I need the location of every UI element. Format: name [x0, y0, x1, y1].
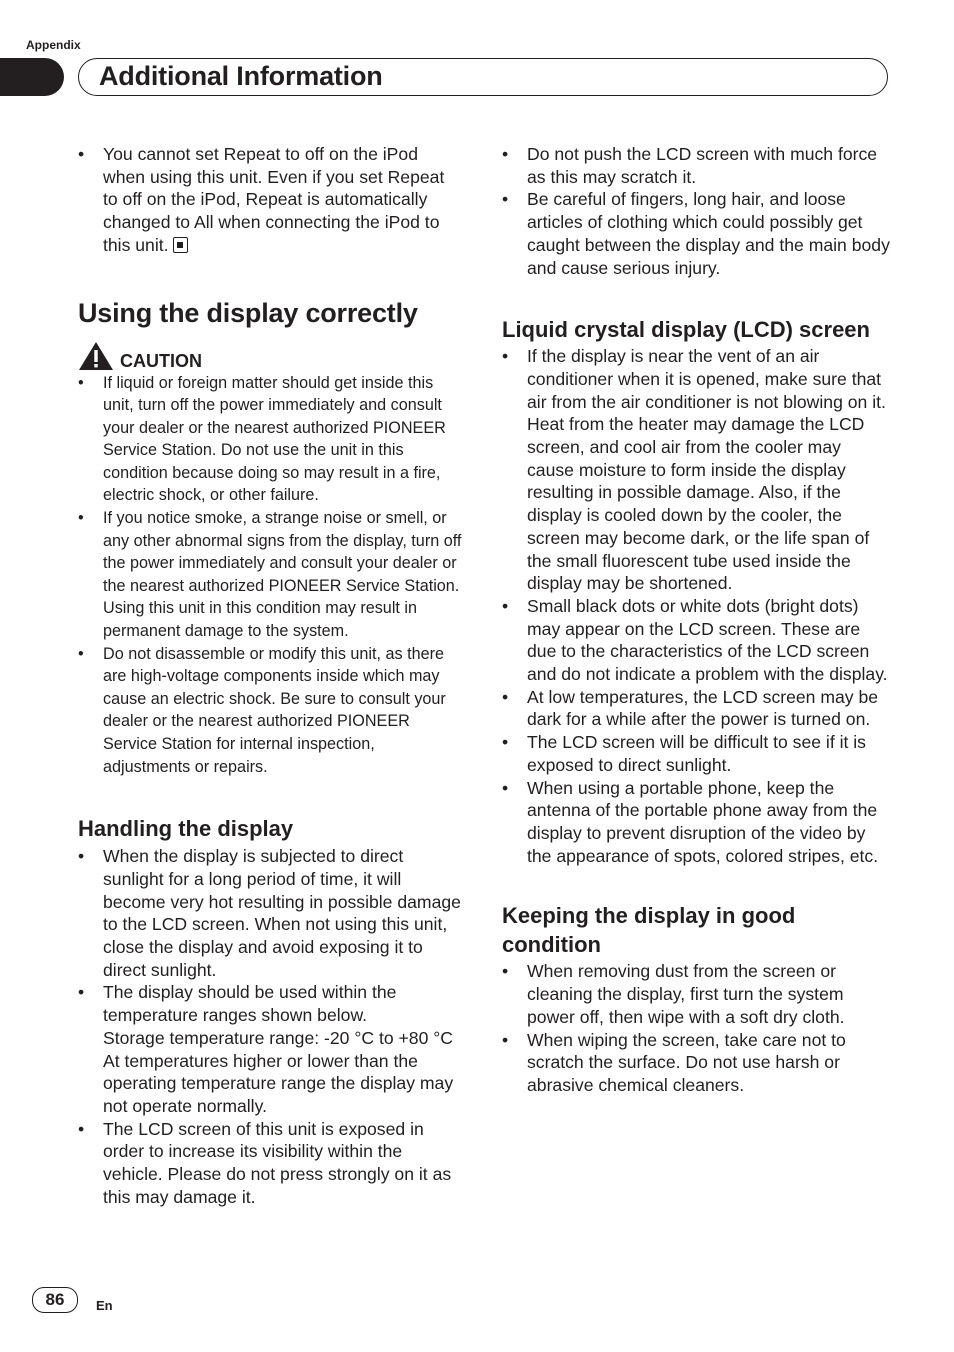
end-of-section-icon [173, 237, 188, 253]
list-item: • If the display is near the vent of an air conditioner when it is opened, make sure that air from the air conditioner is not blowing on it. Heat from the heater may damage the LCD screen, and cool air from the cooler may cause moisture to form inside the display resulting in possible damage. Also, if the display is cooled down by the cooler, the screen may become dark, or the life span of the small fluorescent tube used inside the display may be shortened. [502, 345, 890, 595]
list-item [78, 981, 466, 1117]
intro-list-left [78, 143, 466, 257]
list-item: • When wiping the screen, take care not to scratch the surface. Do not use harsh or abrasive chemical cleaners. [502, 1029, 890, 1097]
lcd-list [502, 345, 890, 867]
handling-list [78, 845, 466, 1208]
caution-header [78, 341, 466, 371]
list-item: • When the display is subjected to direct sunlight for a long period of time, it will become very hot resulting in possible damage to the LCD screen. When not using this unit, close the display and avoid exposing it to direct sunlight. [78, 845, 466, 981]
list-item: • You cannot set Repeat to off on the iPod when using this unit. Even if you set Repeat to off on the iPod, Repeat is automatically changed to All when connecting the iPod to this unit. [78, 143, 463, 257]
section-heading-lcd-screen: Liquid crystal display (LCD) screen [502, 317, 870, 343]
chapter-header [78, 58, 888, 96]
temperature-note: At temperatures higher or lower than the operating temperature range the display may not operate normally. [103, 1050, 454, 1116]
section-label: Appendix [26, 38, 81, 52]
warning-triangle-icon [78, 341, 114, 371]
language-code: En [96, 1298, 113, 1313]
storage-temperature-range: Storage temperature range: -20 °C to +80 °C [103, 1027, 454, 1048]
left-column [78, 143, 466, 1208]
list-item: • Be careful of fingers, long hair, and loose articles of clothing which could possibly get caught between the display and the main body and cause serious injury. [502, 188, 890, 279]
list-item: • The LCD screen will be difficult to see if it is exposed to direct sunlight. [502, 731, 890, 776]
list-item: • If you notice smoke, a strange noise or smell, or any other abnormal signs from the display, turn off the power immediately and consult your dealer or the nearest authorized PIONEER Service Station. Using this unit in this condition may result in permanent damage to the system. [78, 507, 466, 643]
section-heading-using-display: Using the display correctly [78, 297, 418, 328]
temperature-text: • The display should be used within the temperature ranges shown below. [103, 982, 397, 1026]
intro-list-right [502, 143, 890, 279]
list-item: • Do not disassemble or modify this unit, as there are high-voltage components inside which may cause an electric shock. Be sure to consult your dealer or the nearest authorized PIONEER Service Station for internal inspection, adjustments or repairs. [78, 643, 466, 779]
caution-label: CAUTION [120, 350, 202, 371]
list-item: • Small black dots or white dots (bright dots) may appear on the LCD screen. These are due to the characteristics of the LCD screen and do not indicate a problem with the display. [502, 595, 890, 686]
section-heading-good-condition: Keeping the display in good condition [502, 903, 796, 958]
section-tab-marker [0, 58, 64, 96]
list-item: • When using a portable phone, keep the antenna of the portable phone away from the display to prevent disruption of the video by the appearance of spots, colored stripes, etc. [502, 777, 890, 868]
page-number: 86 [32, 1287, 78, 1313]
right-column [502, 143, 890, 1097]
list-item: • When removing dust from the screen or cleaning the display, first turn the system power off, then wipe with a soft dry cloth. [502, 960, 890, 1028]
condition-list [502, 960, 890, 1096]
list-item: • At low temperatures, the LCD screen may be dark for a while after the power is turned on. [502, 686, 890, 731]
caution-list [78, 372, 466, 779]
list-item: • If liquid or foreign matter should get inside this unit, turn off the power immediately and consult your dealer or the nearest authorized PIONEER Service Station. Do not use the unit in this condition because doing so may result in a fire, electric shock, or other failure. [78, 372, 466, 508]
list-item: • Do not push the LCD screen with much force as this may scratch it. [502, 143, 890, 188]
section-heading-handling-display: Handling the display [78, 816, 294, 842]
list-item: • The LCD screen of this unit is exposed in order to increase its visibility within the vehicle. Please do not press strongly on it as this may damage it. [78, 1118, 466, 1209]
chapter-title: Additional Information [99, 61, 383, 91]
